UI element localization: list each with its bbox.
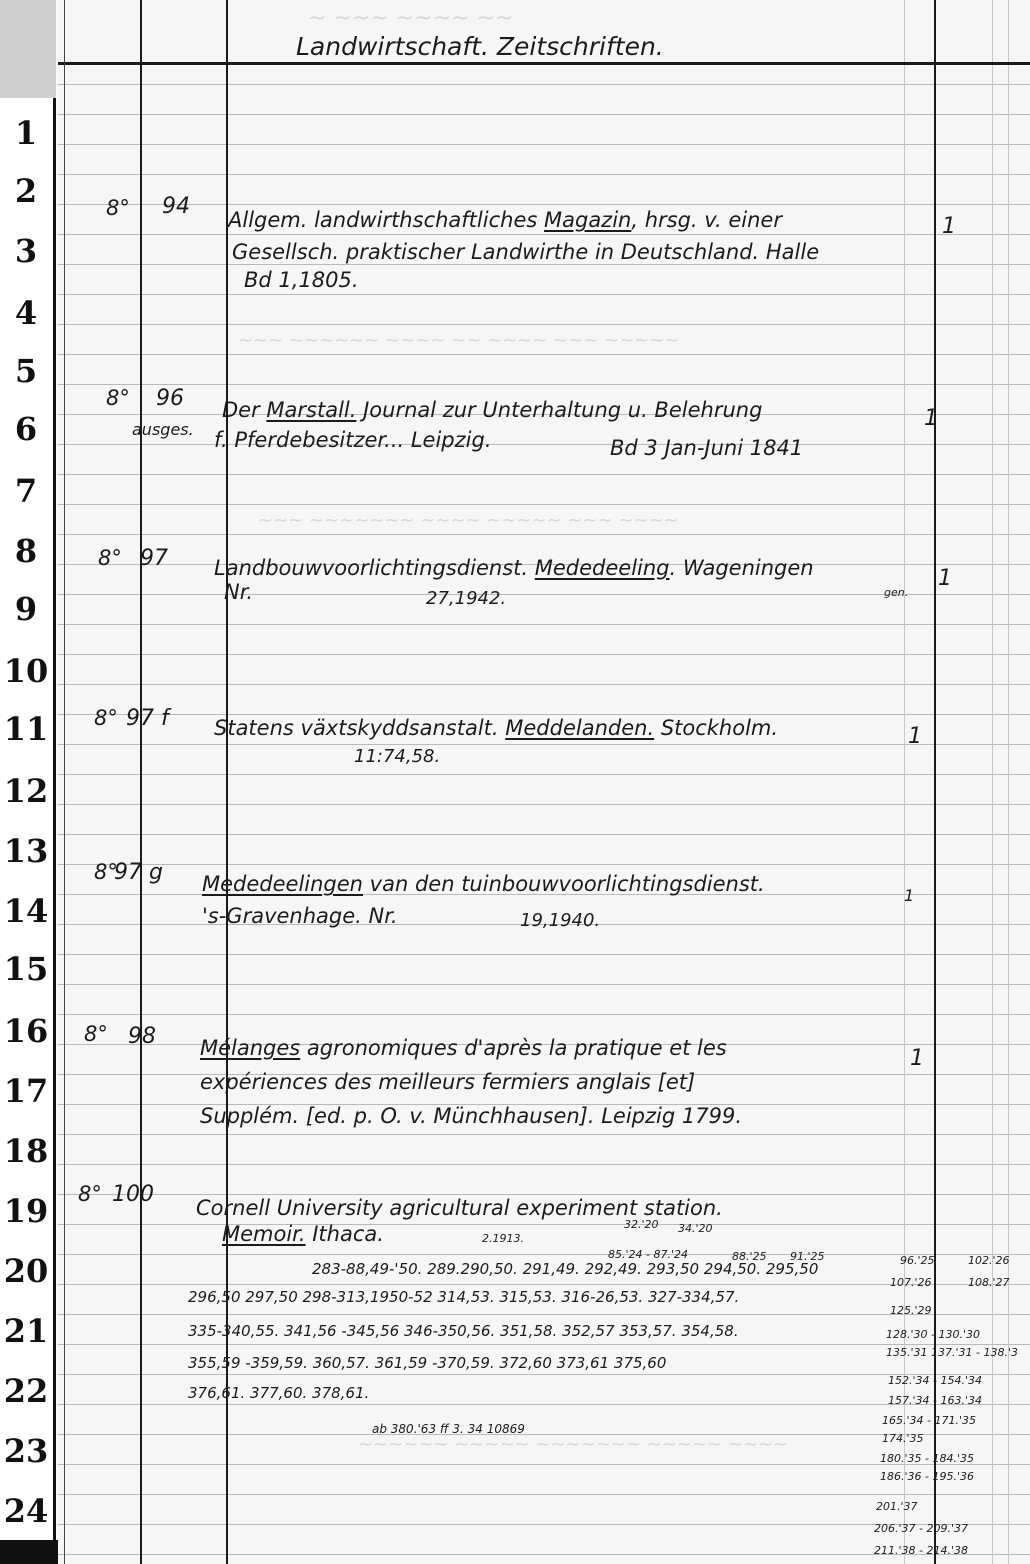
copy-count: 1 — [942, 214, 956, 239]
row-number: 5 — [14, 352, 38, 390]
edge-line — [64, 0, 65, 1564]
margin-note: 135.'31 137.'31 - 138.'3 — [886, 1346, 1018, 1359]
holdings: 19,1940. — [520, 910, 601, 931]
ruled-line — [58, 804, 1030, 805]
shelf-signature: 97 — [140, 546, 168, 571]
copy-count: 1 — [908, 724, 922, 749]
ruled-line — [58, 1494, 1030, 1495]
ruler-bottom-block — [0, 1540, 58, 1564]
entry-line: Bd 1,1805. — [244, 268, 359, 292]
copy-count: 1 — [924, 406, 938, 431]
ruled-line — [58, 384, 1030, 385]
ruled-line — [58, 144, 1030, 145]
status-note: ausges. — [132, 420, 194, 439]
small-note: 34.'20 — [678, 1222, 713, 1235]
entry-line: 's-Gravenhage. Nr. — [202, 904, 398, 928]
title-prefix: Statens växtskyddsanstalt. — [214, 716, 499, 740]
ruled-line — [58, 234, 1030, 235]
row-number: 17 — [3, 1072, 49, 1110]
shelf-signature: 97 g — [114, 860, 163, 885]
row-number: 10 — [3, 652, 49, 690]
row-number: 24 — [3, 1492, 49, 1530]
margin-note: 102.'26 — [968, 1254, 1010, 1267]
title-prefix: Allgem. landwirthschaftliches — [228, 208, 538, 232]
title-rest: . Wageningen — [669, 556, 814, 580]
row-number: 23 — [3, 1432, 49, 1470]
bleed-through: ~~~ ~~~~~~~ ~~~~ ~~~~~ ~~~ ~~~~ — [258, 510, 679, 531]
entry-title-line — [222, 398, 762, 422]
row-number: 2 — [14, 172, 38, 210]
format-column-line — [140, 0, 142, 1564]
series-place: Ithaca. — [305, 1222, 384, 1246]
ruled-line — [58, 1374, 1030, 1375]
margin-note: 211.'38 - 214.'38 — [874, 1544, 968, 1557]
entry-line: f. Pferdebesitzer... Leipzig. — [214, 428, 492, 452]
series-keyword: Memoir. — [222, 1222, 306, 1246]
ledger-sheet — [58, 0, 1030, 1564]
small-note: 32.'20 — [624, 1218, 659, 1231]
row-number: 20 — [3, 1252, 49, 1290]
row-number-ruler — [0, 98, 56, 1540]
row-number: 11 — [3, 710, 49, 748]
ruled-line — [58, 1134, 1030, 1135]
ruled-line — [58, 714, 1030, 715]
shelf-signature: 94 — [162, 194, 190, 219]
entry-title-line — [200, 1036, 727, 1060]
margin-note: 201.'37 — [876, 1500, 918, 1513]
volume-line: 376,61. 377,60. 378,61. — [188, 1384, 370, 1402]
margin-note: 180.'35 - 184.'35 — [880, 1452, 974, 1465]
row-number: 16 — [3, 1012, 49, 1050]
ruled-line — [58, 1284, 1030, 1285]
row-number: 21 — [3, 1312, 49, 1350]
small-note: 2.1913. — [482, 1232, 524, 1245]
ruled-line — [58, 84, 1030, 85]
title-rest: Journal zur Unterhaltung u. Belehrung — [356, 398, 763, 422]
ruled-line — [58, 534, 1030, 535]
row-number: 8 — [14, 532, 38, 570]
margin-note: 125.'29 — [890, 1304, 932, 1317]
shelf-signature: 100 — [112, 1182, 154, 1207]
ruled-line — [58, 474, 1030, 475]
title-suffix: gen. — [884, 586, 909, 599]
title-rest: van den tuinbouwvoorlichtingsdienst. — [363, 872, 765, 896]
title-keyword: Mededeeling — [534, 556, 670, 580]
holdings: 27,1942. — [426, 588, 507, 609]
ruled-line — [58, 834, 1030, 835]
copy-count: 1 — [904, 886, 915, 905]
ruled-line — [58, 354, 1030, 355]
footnote: ab 380.'63 ff 3. 34 10869 — [372, 1422, 525, 1436]
ruled-line — [58, 1344, 1030, 1345]
format-mark: 8° — [94, 706, 118, 730]
margin-note: 165.'34 - 171.'35 — [882, 1414, 976, 1427]
margin-note: 108.'27 — [968, 1276, 1010, 1289]
ruled-line — [58, 654, 1030, 655]
margin-note: 157.'34 - 163.'34 — [888, 1394, 982, 1407]
row-number: 14 — [3, 892, 49, 930]
title-rest: , hrsg. v. einer — [631, 208, 782, 232]
title-prefix: Der — [222, 398, 260, 422]
title-keyword: Magazin — [544, 208, 632, 232]
faint-column-line — [1008, 0, 1009, 1564]
ruled-line — [58, 954, 1030, 955]
ruled-line — [58, 1254, 1030, 1255]
ruled-line — [58, 1314, 1030, 1315]
row-number: 9 — [14, 590, 38, 628]
entry-title-line: Cornell University agricultural experiment station. — [196, 1196, 723, 1220]
copy-count: 1 — [910, 1046, 924, 1071]
row-number: 19 — [3, 1192, 49, 1230]
margin-note: 174.'35 — [882, 1432, 924, 1445]
ruled-line — [58, 984, 1030, 985]
ruled-line — [58, 684, 1030, 685]
row-number: 4 — [14, 294, 38, 332]
small-note: 91.'25 — [790, 1250, 825, 1263]
row-number: 6 — [14, 410, 38, 448]
title-rest: Stockholm. — [654, 716, 779, 740]
margin-note: 206.'37 - 209.'37 — [874, 1522, 968, 1535]
ruled-line — [58, 114, 1030, 115]
margin-note: 186.'36 - 195.'36 — [880, 1470, 974, 1483]
ruled-line — [58, 504, 1030, 505]
title-rest: agronomiques d'après la pratique et les — [300, 1036, 727, 1060]
margin-note: 128.'30 - 130.'30 — [886, 1328, 980, 1341]
row-number: 18 — [3, 1132, 49, 1170]
page-title: Landwirtschaft. Zeitschriften. — [296, 32, 664, 61]
row-number: 13 — [3, 832, 49, 870]
ruled-line — [58, 1194, 1030, 1195]
ruled-line — [58, 324, 1030, 325]
ruled-line — [58, 1164, 1030, 1165]
small-note: 85.'24 - 87.'24 — [608, 1248, 688, 1261]
format-mark: 8° — [84, 1022, 108, 1046]
ruled-line — [58, 624, 1030, 625]
ruled-line — [58, 1404, 1030, 1405]
entry-line: expériences des meilleurs fermiers anglais [et] — [200, 1070, 696, 1094]
title-keyword: Marstall. — [266, 398, 357, 422]
ruled-line — [58, 1014, 1030, 1015]
ruled-line — [58, 264, 1030, 265]
row-number: 1 — [14, 114, 38, 152]
bleed-through: ~~~~~~ ~~~~~ ~~~~~~~ ~~~~~ ~~~~ — [358, 1434, 789, 1455]
ruler-top-block — [0, 0, 56, 98]
margin-note: 96.'25 — [900, 1254, 935, 1267]
small-note: 88.'25 — [732, 1250, 767, 1263]
ruled-line — [58, 174, 1030, 175]
header-rule — [58, 62, 1030, 65]
format-mark: 8° — [94, 860, 118, 884]
holdings: Bd 3 Jan-Juni 1841 — [610, 436, 804, 460]
row-number: 12 — [3, 772, 49, 810]
entry-title-line — [202, 872, 765, 896]
format-mark: 8° — [98, 546, 122, 570]
faint-column-line — [992, 0, 993, 1564]
entry-line — [222, 1222, 384, 1246]
margin-note: 152.'34 - 154.'34 — [888, 1374, 982, 1387]
ruled-line — [58, 204, 1030, 205]
volume-line: 296,50 297,50 298-313,1950-52 314,53. 315,53. 316-26,53. 327-334,57. — [188, 1288, 740, 1306]
title-prefix: Landbouwvoorlichtingsdienst. — [214, 556, 529, 580]
format-mark: 8° — [78, 1182, 102, 1206]
shelf-signature: 98 — [128, 1024, 156, 1049]
row-number: 7 — [14, 472, 38, 510]
volume-line: 283-88,49-'50. 289.290,50. 291,49. 292,49. 293,50 294,50. 295,50 — [312, 1260, 819, 1278]
bleed-through: ~~~ ~~~~~~ ~~~~ ~~ ~~~~ ~~~ ~~~~~ — [238, 330, 680, 351]
format-mark: 8° — [106, 196, 130, 220]
entry-line: Gesellsch. praktischer Landwirthe in Deutschland. Halle — [232, 240, 820, 264]
volume-line: 355,59 -359,59. 360,57. 361,59 -370,59. 372,60 373,61 375,60 — [188, 1354, 667, 1372]
title-keyword: Mélanges — [200, 1036, 301, 1060]
entry-line: Nr. — [224, 580, 254, 604]
entry-title-line — [214, 716, 778, 740]
row-number: 3 — [14, 232, 38, 270]
ruled-line — [58, 864, 1030, 865]
ruled-line — [58, 744, 1030, 745]
row-number: 15 — [3, 950, 49, 988]
entry-title-line — [214, 556, 814, 580]
margin-note: 107.'26 — [890, 1276, 932, 1289]
shelf-signature: 97 f — [126, 706, 169, 731]
row-number: 22 — [3, 1372, 49, 1410]
format-mark: 8° — [106, 386, 130, 410]
ruled-line — [58, 444, 1030, 445]
volume-line: 335-340,55. 341,56 -345,56 346-350,56. 351,58. 352,57 353,57. 354,58. — [188, 1322, 739, 1340]
copy-count: 1 — [938, 566, 952, 591]
entry-title-line — [228, 208, 782, 232]
shelf-signature: 96 — [156, 386, 184, 411]
entry-line: Supplém. [ed. p. O. v. Münchhausen]. Leipzig 1799. — [200, 1104, 742, 1128]
title-keyword: Meddelanden. — [505, 716, 655, 740]
holdings: 11:74,58. — [354, 746, 441, 767]
ruled-line — [58, 774, 1030, 775]
ruled-line — [58, 1224, 1030, 1225]
ruled-line — [58, 294, 1030, 295]
title-keyword: Mededeelingen — [202, 872, 363, 896]
bleed-through: ~ ~~~ ~~~~ ~~ — [308, 6, 514, 31]
